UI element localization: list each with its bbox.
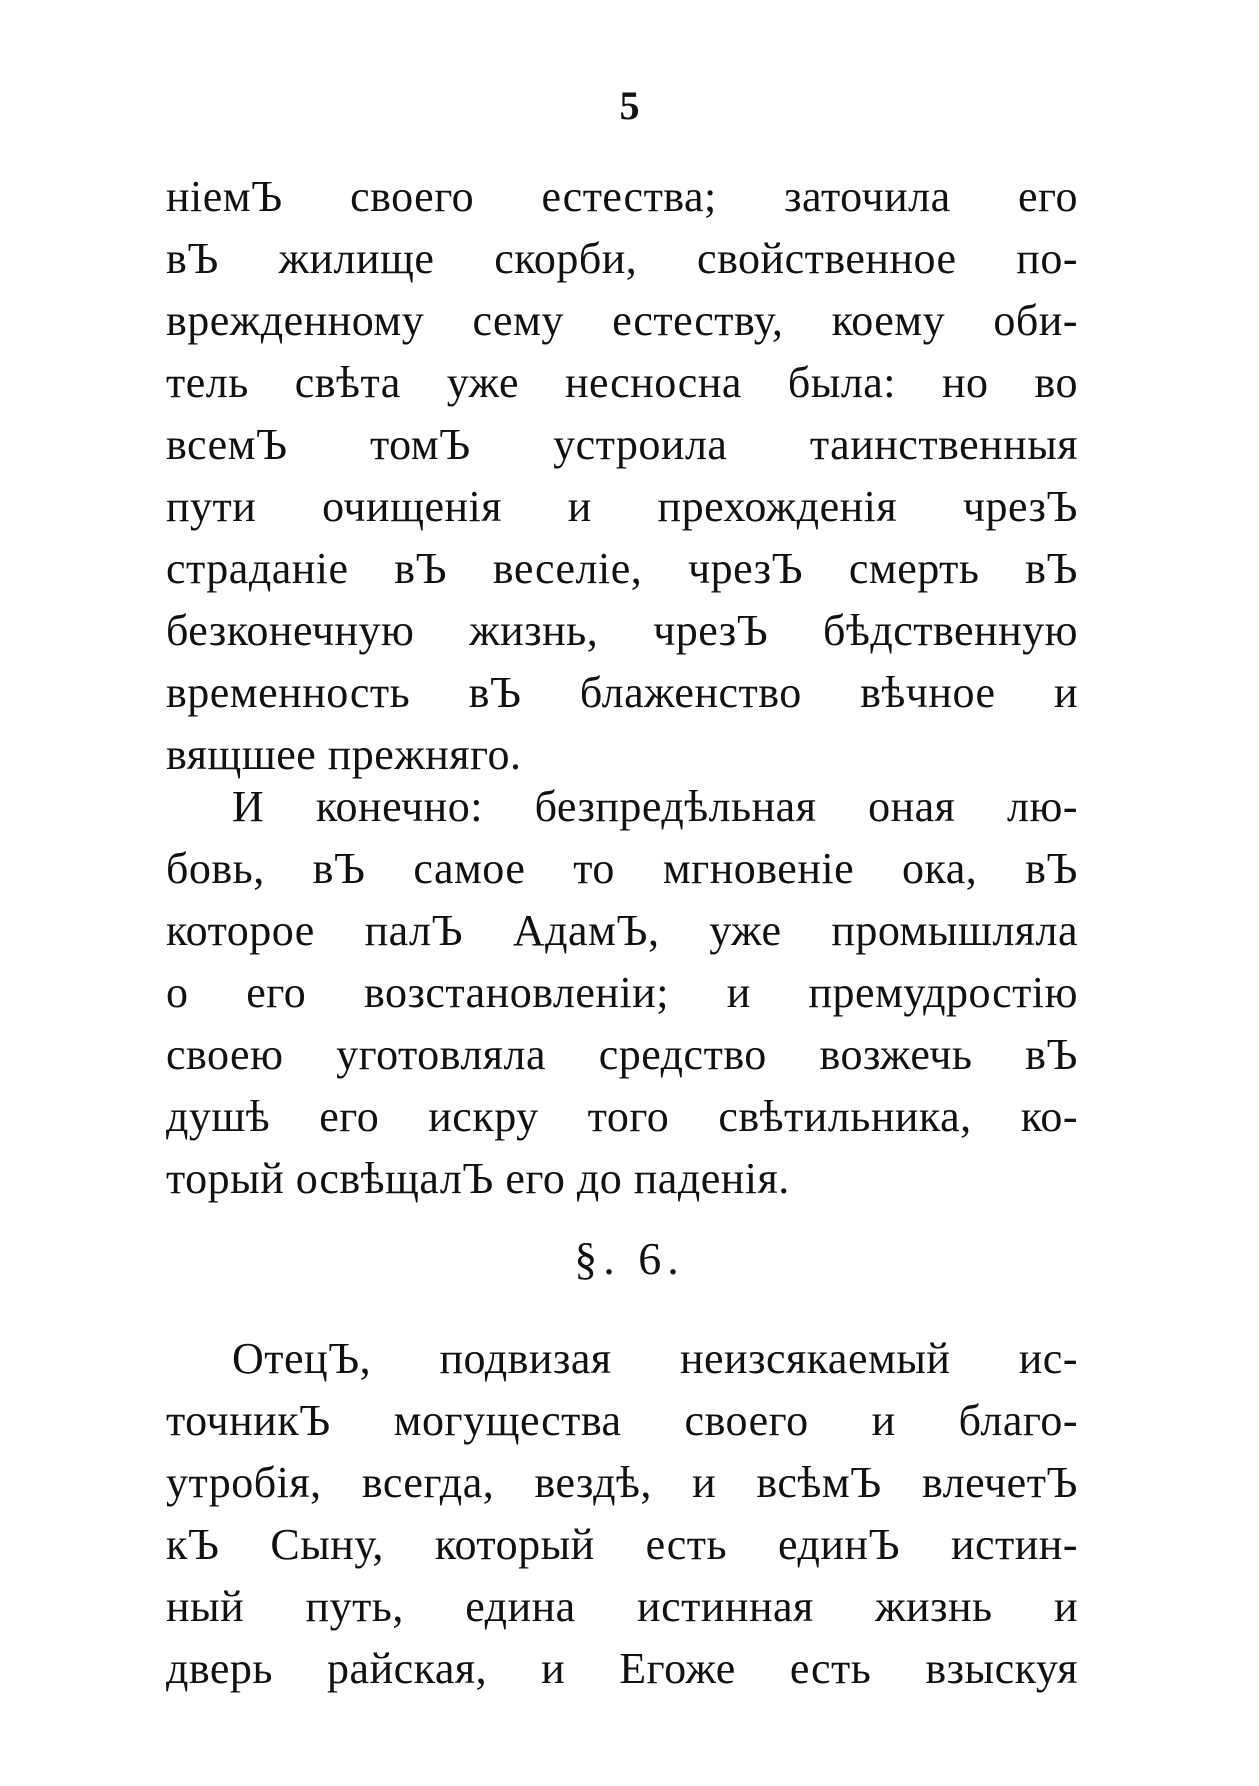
text-line: нiемЪ своего естества; заточила его [166,172,1078,221]
text-line: бовь, вЪ самое то мгновенiе ока, вЪ [166,844,1078,893]
text-line: тель свѣта уже несносна была: но во [166,358,1078,407]
text-line: страданiе вЪ веселiе, чрезЪ смерть вЪ [166,544,1078,593]
text-line: ный путь, едина истинная жизнь и [166,1582,1078,1631]
page-number: 5 [619,83,640,128]
text-line: своею уготовляла средство возжечь вЪ [166,1030,1078,1079]
text-line: о его возстановленiи; и премудростiю [166,968,1078,1017]
text-line: которое палЪ АдамЪ, уже промышляла [166,906,1078,955]
text-line: дверь райская, и Егоже есть взыскуя [166,1644,1078,1693]
text-line: врежденному сему естеству, коему оби- [166,296,1078,345]
text-line: точникЪ могущества своего и благо- [166,1396,1078,1445]
text-line: душѣ его искру того свѣтильника, ко- [166,1092,1078,1141]
text-line: кЪ Сыну, который есть единЪ истин- [166,1520,1078,1569]
text-line: торый освѣщалЪ его до паденiя. [166,1154,790,1203]
text-line: пути очищенiя и прехожденiя чрезЪ [166,482,1078,531]
section-heading: §. 6. [574,1233,685,1284]
text-line: вЪ жилище скорби, свойственное по- [166,234,1078,283]
text-line: вящшее прежняго. [166,730,522,779]
paragraph-1 [166,166,1078,786]
text-line: И конечно: безпредѣльная оная лю- [232,782,1078,831]
text-line: временность вЪ блаженство вѣчное и [166,668,1078,717]
section-paragraph [166,1328,1078,1700]
paragraph-2 [166,776,1078,1210]
text-line: ОтецЪ, подвизая неизсякаемый ис- [232,1334,1078,1383]
text-line: утробiя, всегда, вездѣ, и всѣмЪ влечетЪ [166,1458,1078,1507]
text-line: безконечную жизнь, чрезЪ бѣдственную [166,606,1078,655]
text-line: всемЪ томЪ устроила таинственныя [166,420,1078,469]
